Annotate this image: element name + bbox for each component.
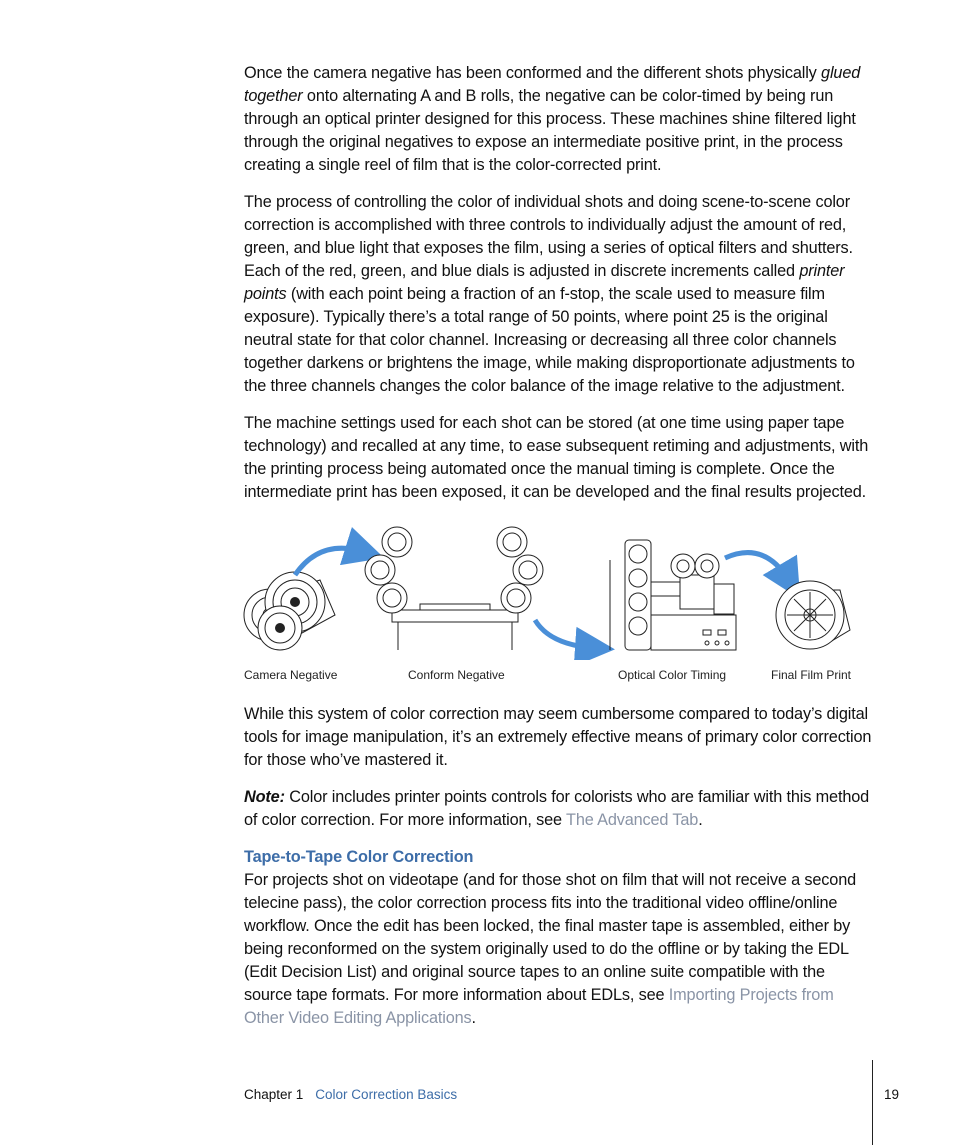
arrow-to-final-print-icon [725,553,790,582]
section-heading: Tape-to-Tape Color Correction [244,848,474,866]
text-run: For projects shot on videotape (and for those shot on film that will not receive a second telecine pass), the color correction process fits into the traditional video offline/online workflow. Once the edit has been locked, the final master tape is assembled, either by being reconformed on the system originally used to do the offline or by taking the EDL (Edit Decision List) and original source tapes to an online suite compatible with the source tape formats. For more information about EDLs, see [244,871,857,1004]
film-workflow-illustration [240,520,880,660]
link-advanced-tab[interactable]: The Advanced Tab [566,811,699,829]
final-film-print-reel-icon [776,581,850,649]
text-run: (with each point being a fraction of an f-stop, the scale used to measure film exposure). Typically there’s a total range of 50 points, where point 25 is the original neutral state for that color channel. Increasing or decreasing all three color channels together darkens or brightens the image, while making disproportionate adjustments to the three channels changes the color balance of the image relative to the adjustment. [244,285,855,395]
caption-final-film-print: Final Film Print [771,668,852,682]
paragraph-cumbersome: While this system of color correction may seem cumbersome compared to today’s digital tools for image manipulation, it’s an extremely effective means of primary color correction for those who’ve mastered it. [244,705,872,769]
conform-negative-machine-icon [365,527,543,650]
chapter-title-link[interactable]: Color Correction Basics [315,1087,458,1102]
footer-divider [872,1060,873,1145]
footer-chapter [244,1087,457,1102]
caption-optical-color-timing: Optical Color Timing [618,668,727,682]
camera-negative-reels-icon [244,572,335,650]
page-number: 19 [884,1087,900,1102]
text-run: onto alternating A and B rolls, the negative can be color-timed by being run through an optical printer designed for this process. These machines shine filtered light through the original negatives to expose an intermediate positive print, in the process creating a single reel of film that is the color-corrected print. [244,87,856,174]
caption-camera-negative: Camera Negative [244,668,338,682]
note-paragraph [244,786,874,832]
emphasis-glued-together: glued together [244,64,861,105]
text-run: The process of controlling the color of individual shots and doing scene-to-scene color correction is accomplished with three controls to individually adjust the amount of red, green, and blue light that exposes the film, using a series of optical filters and shutters. Each of the red, green, and blue dials is adjusted in discrete increments called [244,193,853,280]
arrow-to-timing-icon [535,620,595,648]
text-run: . [698,811,703,829]
chapter-number: Chapter 1 [244,1087,304,1102]
text-run: . [471,1009,476,1027]
text-run: Color includes printer points controls for colorists who are familiar with this method of color correction. For more information, see [244,788,870,829]
arrow-to-conform-icon [295,548,365,575]
paragraph-printer-points [244,191,874,398]
emphasis-printer-points: printer points [244,262,845,303]
caption-conform-negative: Conform Negative [408,668,505,682]
link-importing-projects[interactable]: Importing Projects from Other Video Editing Applications [244,986,834,1027]
paragraph-tape-to-tape [244,869,874,1030]
paragraph-glued-negative [244,62,874,177]
paragraph-machine-settings: The machine settings used for each shot can be stored (at one time using paper tape technology) and recalled at any time, to ease subsequent retiming and adjustments, with the printing process being automated once the manual timing is complete. Once the intermediate print has been exposed, it can be developed and the final results projected. [244,414,869,501]
text-run: Once the camera negative has been conformed and the different shots physically [244,64,822,82]
note-label: Note: [244,788,285,806]
optical-printer-icon [610,540,736,650]
